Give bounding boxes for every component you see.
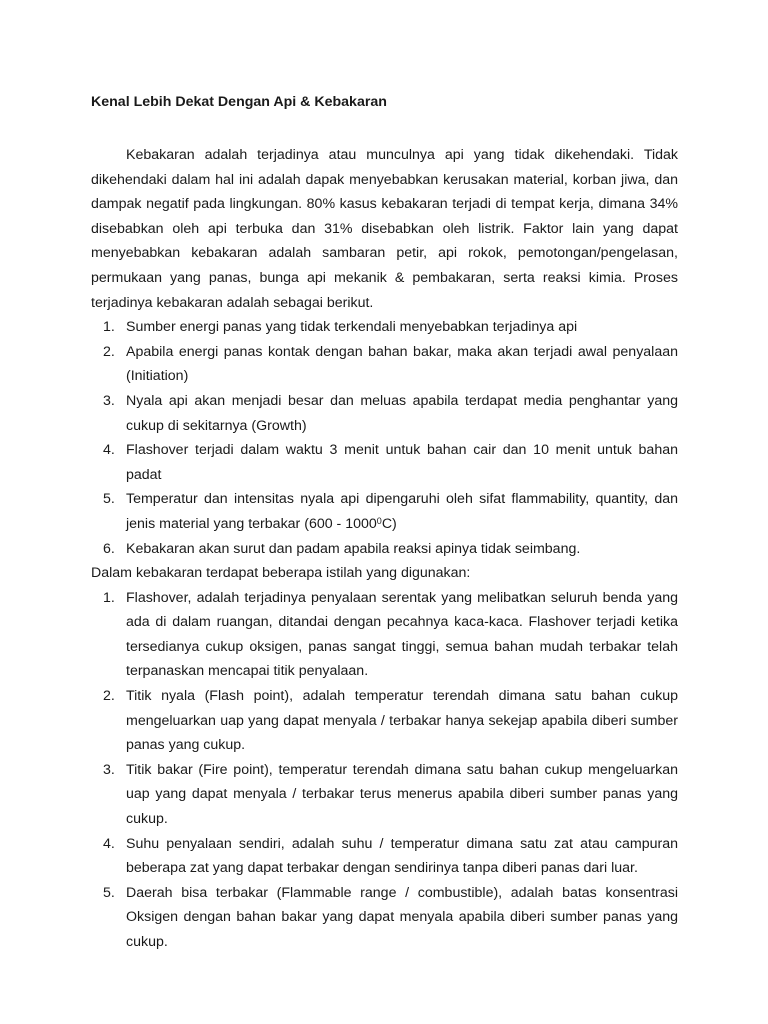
list-number: 6. — [103, 540, 115, 557]
list-item-text: Nyala api akan menjadi besar dan meluas apabila terdapat media penghantar yang cukup di sekitarnya (Growth) — [126, 392, 678, 434]
list-number: 2. — [103, 343, 115, 360]
list-item-text-main: Temperatur dan intensitas nyala api dipengaruhi oleh sifat flammability, quantity, dan jenis material yang terbakar (600 - 1000 — [126, 491, 678, 532]
list-item — [91, 758, 678, 832]
list-number: 4. — [103, 442, 115, 459]
list-item — [91, 389, 678, 438]
list-item — [91, 881, 678, 955]
list-item-text: Titik bakar (Fire point), temperatur terendah dimana satu bahan cukup mengeluarkan uap yang dapat menyala / terbakar terus menerus apabila diberi sumber panas yang cukup. — [126, 761, 678, 828]
intro-paragraph: Kebakaran adalah terjadinya atau munculnya api yang tidak dikehendaki. Tidak dikehendaki dalam hal ini adalah dapak menyebabkan kerusakan material, korban jiwa, dan dampak negatif pada lingkungan. 80% kasus kebakaran terjadi di tempat kerja, dimana 34% disebabkan oleh api terbuka dan 31% disebabkan oleh listrik. Faktor lain yang dapat menyebabkan kebakaran adalah sambaran petir, api rokok, pemotongan/pengelasan, permukaan yang panas, bunga api mekanik & pembakaran, serta reaksi kimia. Proses terjadinya kebakaran adalah sebagai berikut. — [91, 147, 678, 311]
document-title: Kenal Lebih Dekat Dengan Api & Kebakaran — [91, 94, 387, 110]
list-item-text: Sumber energi panas yang tidak terkendali menyebabkan terjadinya api — [126, 319, 578, 336]
list-number: 1. — [103, 589, 115, 606]
list-number: 5. — [103, 884, 115, 901]
process-steps-list — [91, 315, 678, 561]
list-item — [91, 586, 678, 684]
list-item-text: Flashover, adalah terjadinya penyalaan serentak yang melibatkan seluruh benda yang ada di dalam ruangan, ditandai dengan pecahnya kaca-kaca. Flashover terjadi ketika tersedianya cukup oksigen, panas sangat tinggi, semua bahan mudah terbakar telah terpanaskan mencapai titik penyalaan. — [126, 589, 678, 680]
list-item — [91, 487, 678, 536]
list-item-text: Daerah bisa terbakar (Flammable range / combustible), adalah batas konsentrasi Oksigen dengan bahan bakar yang dapat menyala apabila diberi sumber panas yang cukup. — [126, 884, 678, 950]
list-number: 3. — [103, 392, 115, 409]
list-item-text: Kebakaran akan surut dan padam apabila reaksi apinya tidak seimbang. — [126, 540, 581, 557]
list-item-text: Flashover terjadi dalam waktu 3 menit untuk bahan cair dan 10 menit untuk bahan padat — [126, 442, 678, 483]
list-item-text-unit: C) — [381, 515, 397, 532]
list-item-text — [126, 491, 678, 532]
list-item — [91, 315, 678, 340]
list-item — [91, 832, 678, 881]
terms-list — [91, 586, 678, 955]
document-page — [91, 93, 678, 955]
degree-superscript: 0 — [376, 515, 382, 526]
list-item-text: Suhu penyalaan sendiri, adalah suhu / temperatur dimana satu zat atau campuran beberapa zat yang dapat terbakar dengan sendirinya tanpa diberi panas dari luar. — [126, 835, 678, 877]
list-number: 3. — [103, 761, 115, 778]
list-item-text: Apabila energi panas kontak dengan bahan bakar, maka akan terjadi awal penyalaan (Initiation) — [126, 343, 678, 385]
list-number: 2. — [103, 688, 115, 705]
list-number: 1. — [103, 319, 115, 336]
list-number: 5. — [103, 491, 115, 508]
list-item-text: Titik nyala (Flash point), adalah temperatur terendah dimana satu bahan cukup mengeluarkan uap yang dapat menyala / terbakar hanya sekejap apabila diberi sumber panas yang cukup. — [126, 688, 678, 754]
list-number: 4. — [103, 835, 115, 852]
list-item — [91, 340, 678, 389]
terms-intro: Dalam kebakaran terdapat beberapa istilah yang digunakan: — [91, 565, 471, 582]
list-item — [91, 537, 678, 562]
list-item — [91, 684, 678, 758]
list-item — [91, 438, 678, 487]
